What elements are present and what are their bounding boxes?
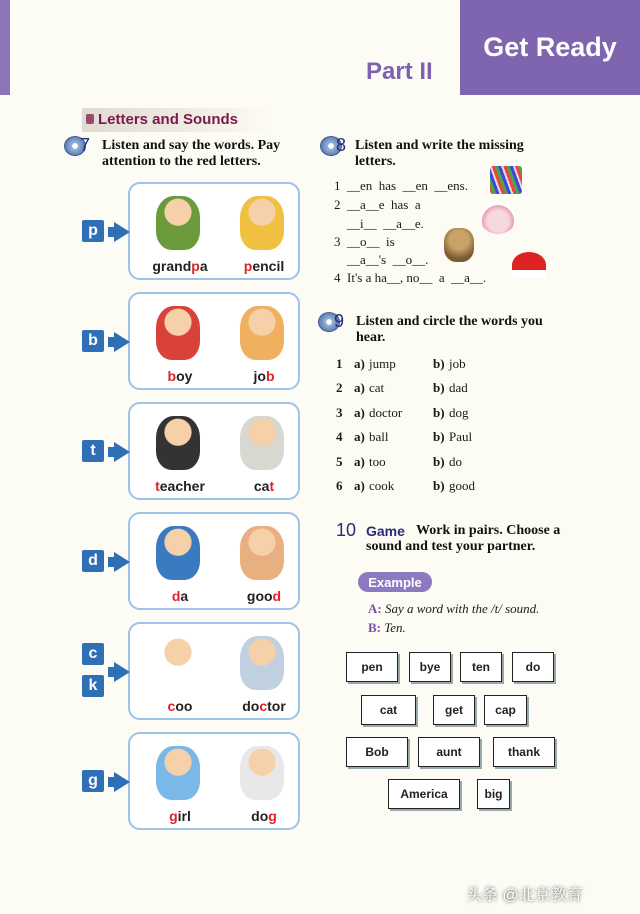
option-b-label: b): [433, 404, 445, 420]
word-card[interactable]: thank: [493, 737, 555, 767]
word-picture: [240, 196, 284, 250]
option-b-word[interactable]: Paul: [449, 429, 473, 445]
word-card[interactable]: bye: [409, 652, 451, 682]
red-letter: d: [272, 588, 282, 604]
word-picture: [240, 526, 284, 580]
word-part: a: [180, 588, 189, 604]
dialog-line-b: [368, 620, 406, 636]
word-picture: [156, 746, 200, 800]
option-a-label: a): [354, 453, 365, 469]
letter-box: d: [82, 550, 104, 572]
option-a-label: a): [354, 404, 365, 420]
red-letter: g: [268, 808, 277, 824]
word-part: irl: [177, 808, 191, 824]
word-card[interactable]: America: [388, 779, 460, 809]
word-part: tor: [267, 698, 286, 714]
fill-blank-line[interactable]: 2 __a__e has a: [334, 197, 421, 212]
word-label: [224, 808, 304, 824]
word-picture: [240, 306, 284, 360]
cake-picture: [480, 202, 516, 234]
fill-blank-line[interactable]: 4 It's a ha__, no__ a __a__.: [334, 270, 487, 285]
footer-watermark: 头条 @北京教育: [466, 887, 583, 904]
word-label: [140, 478, 220, 494]
exercise-8-instruction: Listen and write the missing letters.: [355, 138, 524, 169]
option-b-word[interactable]: job: [449, 356, 466, 371]
option-a-label: a): [354, 429, 365, 445]
option-a-label: a): [354, 356, 365, 371]
dialog-line-a: [368, 601, 539, 617]
arrow-icon: [114, 222, 130, 242]
word-part: a: [199, 258, 208, 274]
word-card[interactable]: aunt: [418, 737, 480, 767]
item-number: 5: [336, 453, 343, 469]
word-picture: [156, 196, 200, 250]
dialog-a-text: Say a word with the /t/ sound.: [384, 601, 540, 616]
arrow-icon: [114, 662, 130, 682]
word-part: do: [251, 808, 269, 824]
red-letter: c: [167, 698, 176, 714]
get-ready-badge: Get Ready: [460, 0, 640, 95]
option-b-word[interactable]: dad: [449, 380, 468, 396]
option-b-label: b): [433, 429, 445, 445]
game-label: Game: [366, 523, 405, 539]
word-label: [140, 808, 220, 824]
red-letter: t: [269, 478, 275, 494]
word-part: ca: [253, 478, 270, 494]
word-picture: [156, 416, 200, 470]
word-label: [224, 368, 304, 384]
option-b-label: b): [433, 356, 445, 371]
fill-blank-line[interactable]: 1 __en has __en __ens.: [334, 178, 468, 193]
red-letter: c: [259, 698, 268, 714]
word-card[interactable]: cat: [361, 695, 416, 725]
option-a-label: a): [354, 380, 365, 396]
word-picture: [156, 636, 200, 690]
word-part: encil: [252, 258, 285, 274]
red-letter: b: [167, 368, 177, 384]
fill-blank-line[interactable]: __a__'s __o__.: [334, 252, 429, 267]
exercise-number-9: 9: [334, 311, 345, 331]
word-label: [140, 698, 220, 714]
dialog-b-text: Ten.: [384, 620, 406, 635]
word-card[interactable]: big: [477, 779, 510, 809]
word-label: [224, 478, 304, 494]
word-picture: [240, 416, 284, 470]
option-b-word[interactable]: do: [449, 453, 462, 469]
fill-blank-line[interactable]: 3 __o__ is: [334, 234, 395, 249]
letter-box: b: [82, 330, 104, 352]
pens-picture: [490, 166, 522, 194]
option-a-label: a): [354, 478, 365, 493]
item-number: 3: [336, 404, 343, 420]
word-label: [224, 698, 304, 714]
arrow-icon: [114, 332, 130, 352]
option-a-word[interactable]: ball: [369, 429, 389, 445]
word-part: do: [242, 698, 260, 714]
red-letter: g: [169, 808, 178, 824]
red-letter: d: [171, 588, 181, 604]
word-label: [140, 368, 220, 384]
word-label: [140, 258, 220, 274]
speaker-b: B:: [368, 620, 381, 635]
option-a-word[interactable]: jump: [369, 356, 396, 371]
exercise-10-instruction: Work in pairs. Choose a sound and test your partner.: [366, 523, 561, 554]
word-part: jo: [253, 368, 266, 384]
exercise-9-instruction: Listen and circle the words you hear.: [356, 314, 543, 345]
section-heading: Letters and Sounds: [82, 108, 272, 132]
option-a-word[interactable]: too: [369, 453, 386, 469]
dog-picture: [444, 228, 474, 262]
letter-box: k: [82, 675, 104, 697]
letter-box: g: [82, 770, 104, 792]
word-card[interactable]: pen: [346, 652, 398, 682]
word-card[interactable]: do: [512, 652, 554, 682]
speaker-a: A:: [368, 601, 382, 616]
fill-blank-line[interactable]: __i__ __a__e.: [334, 216, 424, 231]
red-letter: b: [265, 368, 275, 384]
word-card[interactable]: cap: [484, 695, 527, 725]
part-title: Part II: [366, 58, 433, 85]
section-icon: [86, 114, 94, 124]
arrow-icon: [114, 442, 130, 462]
word-picture: [156, 526, 200, 580]
option-b-word[interactable]: good: [449, 478, 475, 493]
exercise-number-8: 8: [336, 135, 347, 155]
option-b-label: b): [433, 453, 445, 469]
word-part: oo: [175, 698, 193, 714]
option-a-word[interactable]: doctor: [369, 404, 403, 420]
red-letter: t: [155, 478, 160, 494]
item-number: 1: [336, 356, 343, 371]
option-a-word[interactable]: cat: [369, 380, 385, 396]
word-card[interactable]: ten: [460, 652, 502, 682]
word-label: [140, 588, 220, 604]
exercise-7-instruction: Listen and say the words. Pay attention to the red letters.: [102, 138, 281, 169]
word-card[interactable]: Bob: [346, 737, 408, 767]
letter-box: p: [82, 220, 104, 242]
exercise-number-10: 10: [336, 520, 357, 540]
option-a-word[interactable]: cook: [369, 478, 395, 493]
word-label: [224, 588, 304, 604]
arrow-icon: [114, 772, 130, 792]
red-letter: p: [243, 258, 253, 274]
arrow-icon: [114, 552, 130, 572]
word-part: eacher: [159, 478, 205, 494]
word-part: grand: [152, 258, 192, 274]
red-letter: p: [191, 258, 200, 274]
item-number: 2: [336, 380, 343, 396]
word-label: [224, 258, 304, 274]
hat-picture: [512, 252, 546, 278]
example-badge: Example: [358, 572, 432, 592]
word-picture: [156, 306, 200, 360]
word-card[interactable]: get: [433, 695, 475, 725]
word-picture: [240, 636, 284, 690]
letter-box: c: [82, 643, 104, 665]
option-b-word[interactable]: dog: [449, 404, 469, 420]
word-part: oy: [176, 368, 193, 384]
item-number: 4: [336, 429, 343, 445]
word-part: goo: [246, 588, 273, 604]
option-b-label: b): [433, 380, 445, 396]
item-number: 6: [336, 478, 343, 493]
option-b-label: b): [433, 478, 445, 493]
header-strip: [0, 0, 10, 95]
word-picture: [240, 746, 284, 800]
letter-box: t: [82, 440, 104, 462]
exercise-number-7: 7: [80, 135, 91, 155]
